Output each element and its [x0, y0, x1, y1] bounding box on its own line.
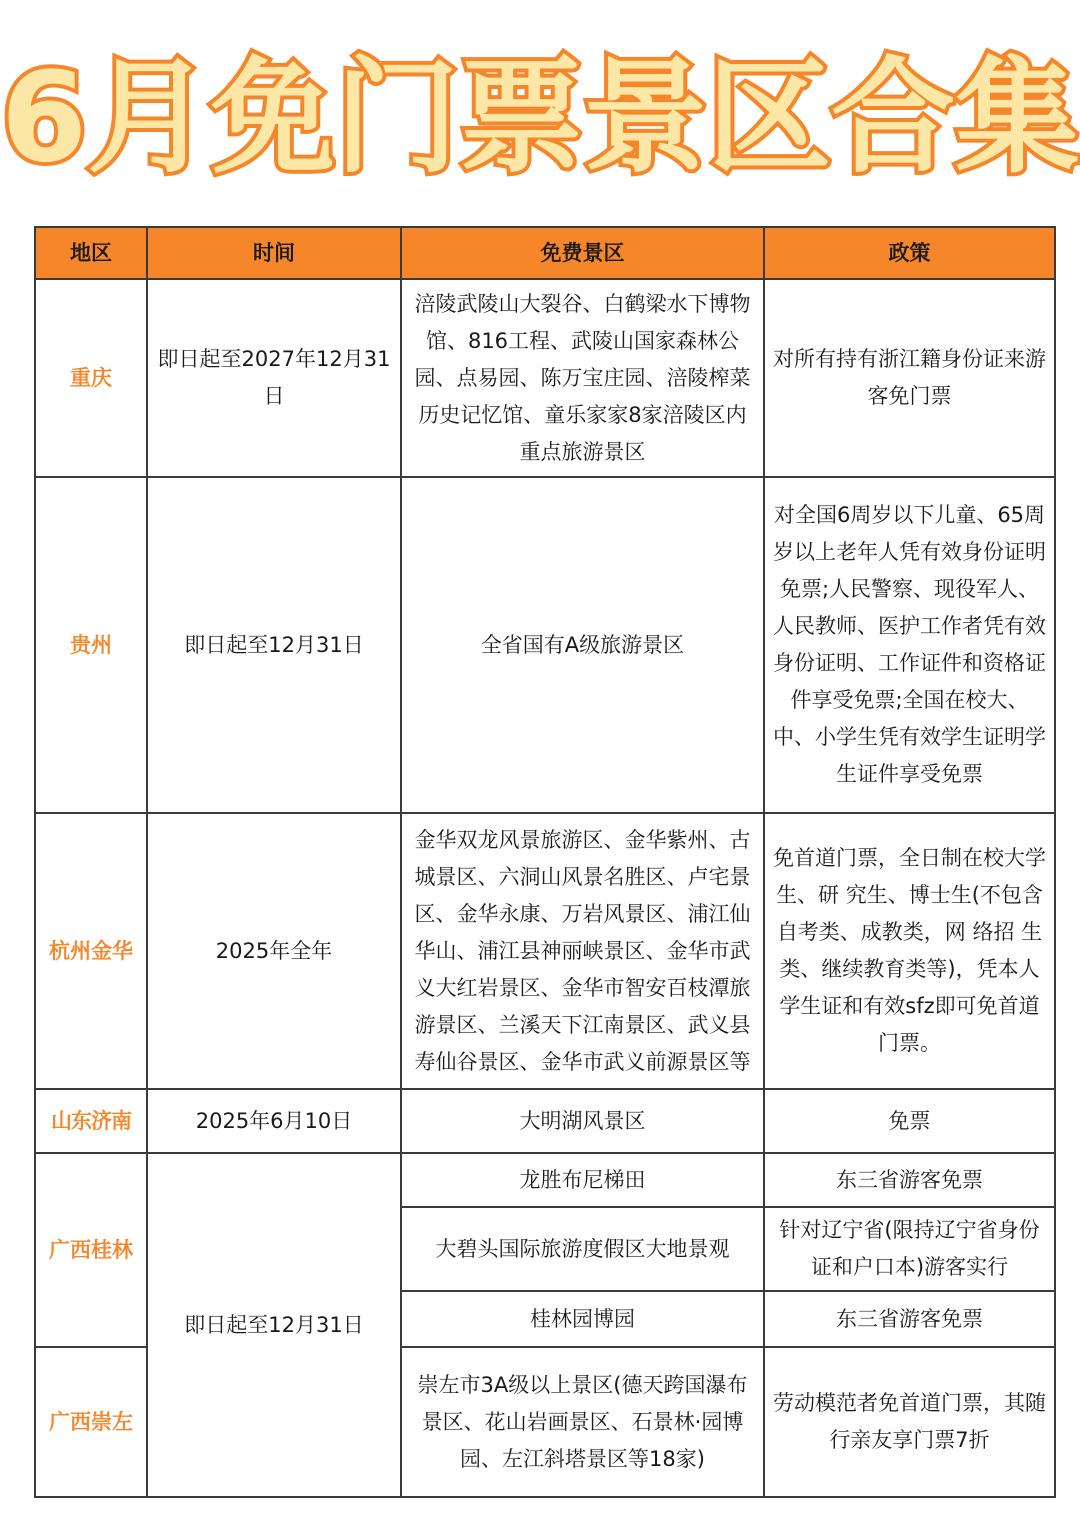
- table-header-row: [35, 227, 1055, 279]
- policy-cell: 免票: [764, 1089, 1055, 1153]
- header-region: 地区: [35, 227, 147, 279]
- scenic-cell: 桂林园博园: [401, 1291, 764, 1347]
- page-title: 6月免门票景区合集: [0, 46, 1080, 190]
- time-cell: 即日起至2027年12月31日: [147, 279, 401, 477]
- region-cell: 杭州金华: [35, 813, 147, 1089]
- table-row: [35, 477, 1055, 813]
- scenic-cell: 龙胜布尼梯田: [401, 1153, 764, 1207]
- policy-cell: 东三省游客免票: [764, 1153, 1055, 1207]
- policy-cell: 劳动模范者免首道门票，其随行亲友享门票7折: [764, 1347, 1055, 1497]
- policy-cell: 对全国6周岁以下儿童、65周岁以上老年人凭有效身份证明免票;人民警察、现役军人、人民教师、医护工作者凭有效身份证明、工作证件和资格证件享受免票;全国在校大、中、小学生凭有效学生证明学生证件享受免票: [764, 477, 1055, 813]
- header-time: 时间: [147, 227, 401, 279]
- region-cell: 广西桂林: [35, 1153, 147, 1347]
- region-cell: 山东济南: [35, 1089, 147, 1153]
- header-policy: 政策: [764, 227, 1055, 279]
- policy-cell: 对所有持有浙江籍身份证来游客免门票: [764, 279, 1055, 477]
- time-cell: 2025年6月10日: [147, 1089, 401, 1153]
- time-cell: 2025年全年: [147, 813, 401, 1089]
- scenic-cell: 大明湖风景区: [401, 1089, 764, 1153]
- scenic-cell: 大碧头国际旅游度假区大地景观: [401, 1207, 764, 1291]
- header-scenic: 免费景区: [401, 227, 764, 279]
- policy-cell: 东三省游客免票: [764, 1291, 1055, 1347]
- policy-cell: 免首道门票，全日制在校大学 生、研 究生、博士生(不包含自考类、成教类，网 络招 生 类、继续教育类等)，凭本人学生证和有效sfz即可免首道门票。: [764, 813, 1055, 1089]
- scenic-cell: 崇左市3A级以上景区(德天跨国瀑布景区、花山岩画景区、石景林·园博园、左江斜塔景区等18家): [401, 1347, 764, 1497]
- table-row: [35, 1089, 1055, 1153]
- free-ticket-table: [34, 226, 1056, 1498]
- region-cell: 贵州: [35, 477, 147, 813]
- time-cell: 即日起至12月31日: [147, 477, 401, 813]
- policy-cell: 针对辽宁省(限持辽宁省身份证和户口本)游客实行: [764, 1207, 1055, 1291]
- table-row: [35, 279, 1055, 477]
- table-row: [35, 813, 1055, 1089]
- scenic-cell: 全省国有A级旅游景区: [401, 477, 764, 813]
- time-cell: 即日起至12月31日: [147, 1153, 401, 1497]
- region-cell: 重庆: [35, 279, 147, 477]
- table-row: [35, 1153, 1055, 1207]
- region-cell: 广西崇左: [35, 1347, 147, 1497]
- scenic-cell: 金华双龙风景旅游区、金华紫州、古城景区、六洞山风景名胜区、卢宅景区、金华永康、万岩风景区、浦江仙华山、浦江县神丽峡景区、金华市武义大红岩景区、金华市智安百枝潭旅游景区、兰溪天下江南景区、武义县寿仙谷景区、金华市武义前源景区等: [401, 813, 764, 1089]
- scenic-cell: 涪陵武陵山大裂谷、白鹤梁水下博物馆、816工程、武陵山国家森林公园、点易园、陈万宝庄园、涪陵榨菜历史记忆馆、童乐家家8家涪陵区内重点旅游景区: [401, 279, 764, 477]
